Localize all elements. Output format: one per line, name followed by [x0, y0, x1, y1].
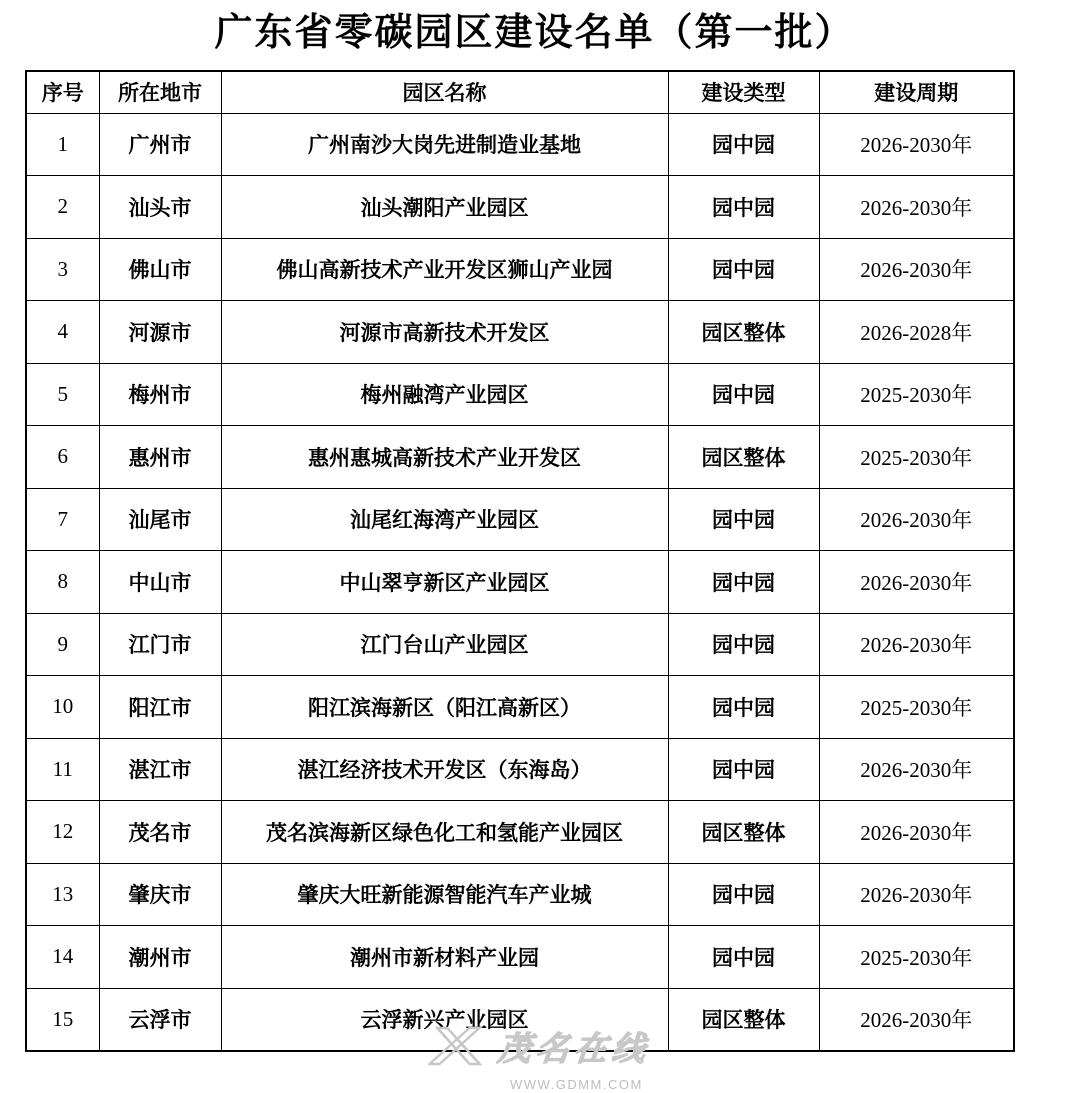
seq-cell: 3 — [26, 238, 99, 301]
city-cell: 肇庆市 — [99, 863, 221, 926]
type-cell: 园中园 — [668, 488, 819, 551]
city-cell: 湛江市 — [99, 738, 221, 801]
city-cell: 茂名市 — [99, 801, 221, 864]
park-cell: 广州南沙大岗先进制造业基地 — [221, 113, 668, 176]
table-row — [26, 926, 1014, 989]
table-row — [26, 863, 1014, 926]
city-cell: 江门市 — [99, 613, 221, 676]
type-cell: 园区整体 — [668, 988, 819, 1051]
seq-cell: 14 — [26, 926, 99, 989]
page-title: 广东省零碳园区建设名单（第一批） — [214, 12, 855, 54]
period-cell: 2026-2030年 — [819, 801, 1014, 864]
seq-cell: 10 — [26, 676, 99, 739]
table-row — [26, 426, 1014, 489]
seq-cell: 8 — [26, 551, 99, 614]
city-cell: 中山市 — [99, 551, 221, 614]
table-header — [26, 71, 1014, 113]
seq-cell: 11 — [26, 738, 99, 801]
header-park: 园区名称 — [221, 71, 668, 113]
header-row — [26, 71, 1014, 113]
table-row — [26, 738, 1014, 801]
table-row — [26, 176, 1014, 239]
period-cell: 2025-2030年 — [819, 926, 1014, 989]
city-cell: 潮州市 — [99, 926, 221, 989]
table-row — [26, 988, 1014, 1051]
table-row — [26, 488, 1014, 551]
header-type: 建设类型 — [668, 71, 819, 113]
city-cell: 云浮市 — [99, 988, 221, 1051]
type-cell: 园区整体 — [668, 801, 819, 864]
seq-cell: 2 — [26, 176, 99, 239]
park-cell: 中山翠亨新区产业园区 — [221, 551, 668, 614]
type-cell: 园中园 — [668, 551, 819, 614]
type-cell: 园中园 — [668, 863, 819, 926]
seq-cell: 4 — [26, 301, 99, 364]
header-city: 所在地市 — [99, 71, 221, 113]
type-cell: 园区整体 — [668, 301, 819, 364]
table-row — [26, 363, 1014, 426]
period-cell: 2025-2030年 — [819, 676, 1014, 739]
seq-cell: 7 — [26, 488, 99, 551]
park-cell: 梅州融湾产业园区 — [221, 363, 668, 426]
seq-cell: 9 — [26, 613, 99, 676]
park-cell: 云浮新兴产业园区 — [221, 988, 668, 1051]
park-cell: 阳江滨海新区（阳江高新区） — [221, 676, 668, 739]
city-cell: 广州市 — [99, 113, 221, 176]
seq-cell: 5 — [26, 363, 99, 426]
park-cell: 惠州惠城高新技术产业开发区 — [221, 426, 668, 489]
park-cell: 河源市高新技术开发区 — [221, 301, 668, 364]
park-cell: 潮州市新材料产业园 — [221, 926, 668, 989]
table-row — [26, 676, 1014, 739]
city-cell: 汕头市 — [99, 176, 221, 239]
table-row — [26, 551, 1014, 614]
type-cell: 园中园 — [668, 238, 819, 301]
park-cell: 湛江经济技术开发区（东海岛） — [221, 738, 668, 801]
table-row — [26, 301, 1014, 364]
seq-cell: 6 — [26, 426, 99, 489]
table-row — [26, 613, 1014, 676]
period-cell: 2026-2030年 — [819, 738, 1014, 801]
table-row — [26, 113, 1014, 176]
period-cell: 2026-2030年 — [819, 863, 1014, 926]
type-cell: 园中园 — [668, 738, 819, 801]
city-cell: 汕尾市 — [99, 488, 221, 551]
city-cell: 梅州市 — [99, 363, 221, 426]
type-cell: 园中园 — [668, 613, 819, 676]
header-seq: 序号 — [26, 71, 99, 113]
period-cell: 2026-2030年 — [819, 488, 1014, 551]
city-cell: 佛山市 — [99, 238, 221, 301]
period-cell: 2026-2030年 — [819, 551, 1014, 614]
type-cell: 园中园 — [668, 676, 819, 739]
city-cell: 阳江市 — [99, 676, 221, 739]
period-cell: 2025-2030年 — [819, 426, 1014, 489]
type-cell: 园中园 — [668, 363, 819, 426]
period-cell: 2026-2030年 — [819, 176, 1014, 239]
period-cell: 2026-2030年 — [819, 988, 1014, 1051]
seq-cell: 1 — [26, 113, 99, 176]
seq-cell: 15 — [26, 988, 99, 1051]
header-period: 建设周期 — [819, 71, 1014, 113]
park-cell: 肇庆大旺新能源智能汽车产业城 — [221, 863, 668, 926]
type-cell: 园中园 — [668, 176, 819, 239]
table-row — [26, 238, 1014, 301]
city-cell: 惠州市 — [99, 426, 221, 489]
city-cell: 河源市 — [99, 301, 221, 364]
park-cell: 汕尾红海湾产业园区 — [221, 488, 668, 551]
table-body — [26, 113, 1014, 1051]
type-cell: 园中园 — [668, 926, 819, 989]
seq-cell: 13 — [26, 863, 99, 926]
parks-table — [25, 70, 1015, 1052]
park-cell: 茂名滨海新区绿色化工和氢能产业园区 — [221, 801, 668, 864]
park-cell: 汕头潮阳产业园区 — [221, 176, 668, 239]
park-cell: 佛山高新技术产业开发区狮山产业园 — [221, 238, 668, 301]
type-cell: 园区整体 — [668, 426, 819, 489]
period-cell: 2026-2030年 — [819, 238, 1014, 301]
period-cell: 2026-2030年 — [819, 613, 1014, 676]
period-cell: 2025-2030年 — [819, 363, 1014, 426]
period-cell: 2026-2028年 — [819, 301, 1014, 364]
watermark-text: 茂名在线 — [496, 1030, 652, 1067]
watermark-url: WWW.GDMM.COM — [510, 1077, 643, 1092]
period-cell: 2026-2030年 — [819, 113, 1014, 176]
seq-cell: 12 — [26, 801, 99, 864]
park-cell: 江门台山产业园区 — [221, 613, 668, 676]
table-row — [26, 801, 1014, 864]
type-cell: 园中园 — [668, 113, 819, 176]
